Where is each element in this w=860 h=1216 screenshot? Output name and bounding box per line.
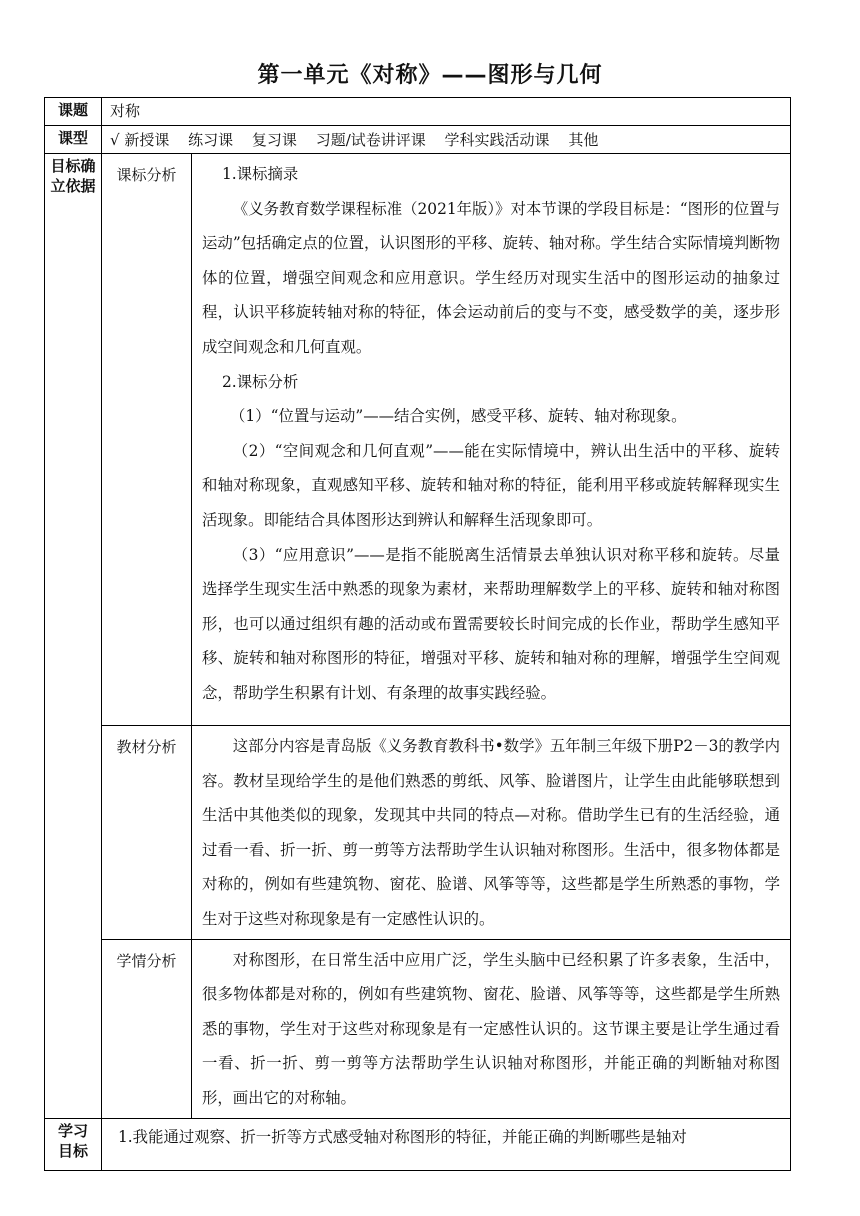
curriculum-item-3: （3）“应用意识”——是指不能脱离生活情景去单独认识对称平移和旋转。尽量选择学生现实生活中熟悉的现象为素材，来帮助理解数学上的平移、旋转和轴对称图形，也可以通过组织有趣的活动或布置需要较长时间完成的长作业，帮助学生感知平移、旋转和轴对称图形的特征，增强对平移、旋转和轴对称的理解，增强学生空间观念，帮助学生积累有计划、有条理的故事实践经验。 [202,545,781,702]
curriculum-label: 课标分析 [102,154,192,726]
topic-value: 对称 [102,98,791,126]
basis-label: 目标确立依据 [45,154,102,1119]
row-goals [45,1118,791,1170]
lesson-plan-table [44,97,791,1171]
curriculum-item-2: （2）“空间观念和几何直观”——能在实际情境中，辨认出生活中的平移、旋转和轴对称现象，直观感知平移、旋转和轴对称的特征，能利用平移或旋转解释现实生活现象。即能结合具体图形达到辨认和解释生活现象即可。 [202,441,781,529]
curriculum-item-1: （1）“位置与运动”——结合实例，感受平移、旋转、轴对称现象。 [230,407,687,426]
row-lesson-type [45,126,791,154]
students-paragraph: 对称图形，在日常生活中应用广泛，学生头脑中已经积累了许多表象，生活中，很多物体都是对称的，例如有些建筑物、窗花、脸谱、风筝等等，这些都是学生所熟悉的事物，学生对于这些对称现象是有一定感性认识的。这节课主要是让学生通过看一看、折一折、剪一剪等方法帮助学生认识轴对称图形，并能正确的判断轴对称图形，画出它的对称轴。 [202,950,781,1107]
textbook-content [192,726,791,940]
topic-label: 课题 [45,98,102,126]
page-title: 第一单元《对称》——图形与几何 [257,63,603,88]
lesson-type-option-other: 其他 [568,131,599,149]
lesson-type-option-exercise-review: 习题/试卷讲评课 [315,131,426,149]
lesson-type-option-review: 复习课 [251,131,297,149]
students-content [192,939,791,1118]
textbook-paragraph: 这部分内容是青岛版《义务教育教科书•数学》五年制三年级下册P2－3的教学内容。教材呈现给学生的是他们熟悉的剪纸、风筝、脸谱图片，让学生由此能够联想到生活中其他类似的现象，发现其中共同的特点—对称。借助学生已有的生活经验，通过看一看、折一折、剪一剪等方法帮助学生认识轴对称图形。生活中，很多物体都是对称的，例如有些建筑物、窗花、脸谱、风筝等等，这些都是学生所熟悉的事物，学生对于这些对称现象是有一定感性认识的。 [202,737,781,928]
lesson-type-options [102,126,791,154]
goals-label: 学习目标 [45,1118,102,1170]
row-topic [45,98,791,126]
row-students [45,939,791,1118]
students-label: 学情分析 [102,939,192,1118]
lesson-type-label: 课型 [45,126,102,154]
lesson-type-option-practice: 练习课 [188,131,234,149]
lesson-type-option-new: √ 新授课 [110,131,170,149]
row-curriculum [45,154,791,726]
curriculum-heading-1: 1.课标摘录 [222,165,299,183]
curriculum-paragraph-1: 《义务教育数学课程标准（2021年版）》对本节课的学段目标是：“图形的位置与运动”包括确定点的位置，认识图形的平移、旋转、轴对称。学生结合实际情境判断物体的位置，增强空间观念和应用意识。学生经历对现实生活中的图形运动的抽象过程，认识平移旋转轴对称的特征，体会运动前后的变与不变，感受数学的美，逐步形成空间观念和几何直观。 [202,199,781,356]
goal-item-1: 1.我能通过观察、折一折等方式感受轴对称图形的特征，并能正确的判断哪些是轴对 [102,1118,791,1170]
curriculum-heading-2: 2.课标分析 [222,372,299,391]
row-textbook [45,726,791,940]
textbook-label: 教材分析 [102,726,192,940]
lesson-type-option-practice-activity: 学科实践活动课 [444,131,550,149]
curriculum-content [192,154,791,726]
